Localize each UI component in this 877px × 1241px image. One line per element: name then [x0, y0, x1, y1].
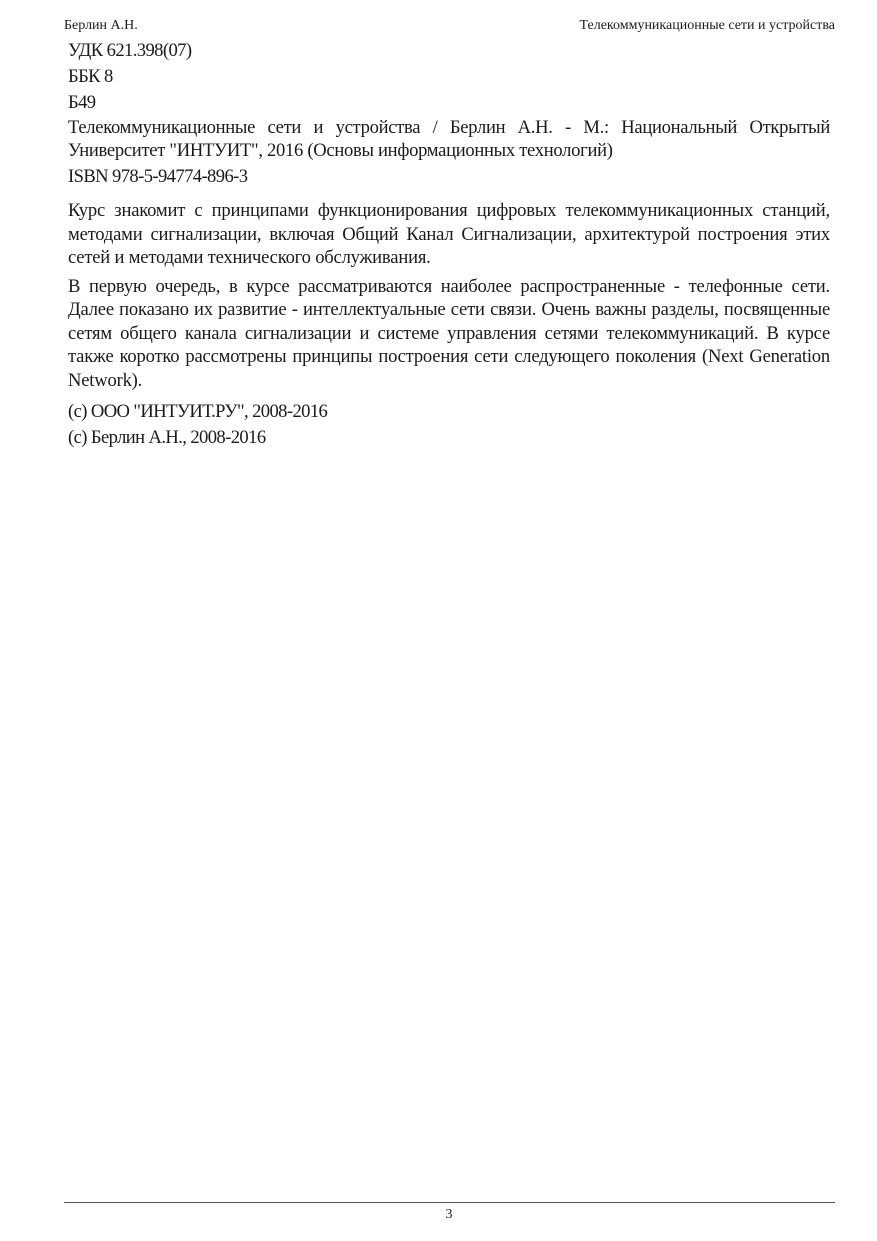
udk-code: УДК 621.398(07)	[68, 40, 192, 61]
copyright-line: (c) Берлин А.Н., 2008-2016	[68, 427, 266, 448]
running-header	[64, 17, 835, 35]
author-mark: Б49	[68, 92, 96, 113]
copyright-line: (c) ООО "ИНТУИТ.РУ", 2008-2016	[68, 401, 328, 422]
footer-divider	[64, 1202, 835, 1203]
imprint-content	[68, 38, 830, 451]
header-author: Берлин А.Н.	[64, 18, 138, 33]
isbn: ISBN 978-5-94774-896-3	[68, 166, 248, 187]
annotation-paragraph: Курс знакомит с принципами функционирования цифровых телекоммуникационных станций, методами сигнализации, включая Общий Канал Сигнализации, архитектурой построения этих сетей и методами технического обслуживания.	[68, 200, 830, 268]
bbk-code: ББК 8	[68, 66, 113, 87]
annotation-paragraph: В первую очередь, в курсе рассматриваются наиболее распространенные - телефонные сети. Далее показано их развитие - интеллектуальные сети связи. Очень важны разделы, посвященные сетям общего канала сигнализации и системе управления сетями телекоммуникаций. В курсе также коротко рассмотрены принципы построения сети следующего поколения (Next Generation Network).	[68, 275, 830, 391]
header-book-title: Телекоммуникационные сети и устройства	[579, 18, 835, 33]
bibliographic-record: Телекоммуникационные сети и устройства / Берлин А.Н. - М.: Национальный Открытый Университет "ИНТУИТ", 2016 (Основы информационных технологий)	[68, 117, 830, 161]
page-number: 3	[445, 1207, 453, 1222]
